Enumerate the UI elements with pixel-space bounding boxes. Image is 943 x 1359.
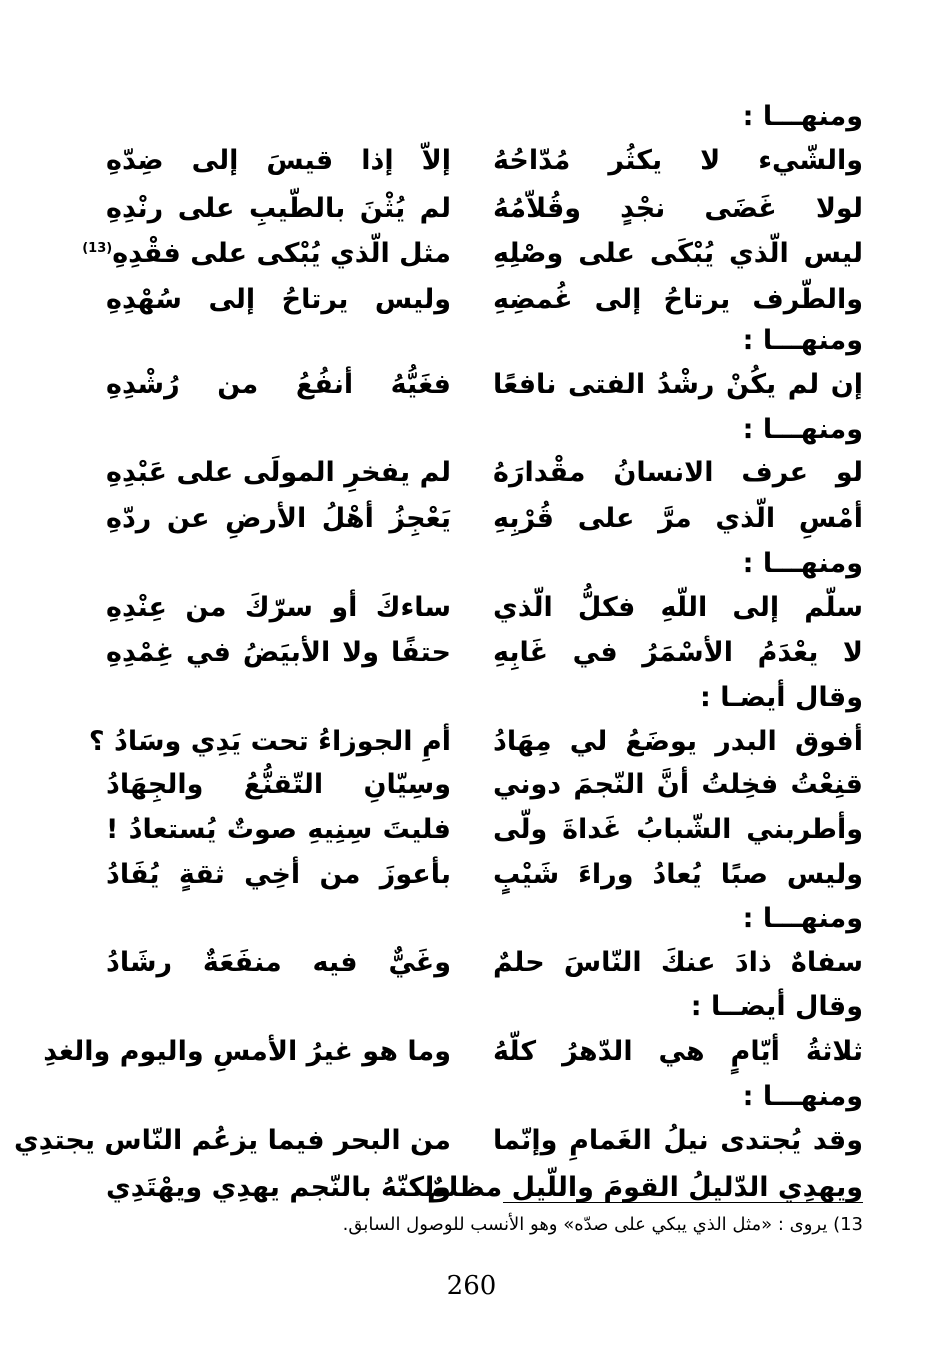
verse-first-hemistich: لولا غَضَى نجْدٍ وقُلاّمُهُ bbox=[493, 193, 863, 224]
section-heading: ومنهـــا : bbox=[742, 414, 863, 445]
verse-second-hemistich: فليتَ سِنِيهِ صوتٌ يُستعادُ ! bbox=[106, 814, 451, 845]
verse-second-hemistich: لم يُثْنَ بالطّيبِ على رنْدِهِ bbox=[106, 193, 451, 224]
verse-second-hemistich: يَعْجِزُ أهْلُ الأرضِ عن ردّهِ bbox=[106, 503, 451, 534]
verse-first-hemistich: وقد يُجتدى نيلُ الغَمامِ وإنّما bbox=[493, 1125, 863, 1156]
verse-first-hemistich: وأطربني الشّبابُ غَداةَ ولّى bbox=[493, 814, 863, 845]
footnote: 13) يروى : «مثل الذي يبكي على صدّه» وهو الأنسب للوصول السابق. bbox=[342, 1214, 863, 1235]
verse-second-hemistich: إلاّ إذا قيسَ إلى ضِدّهِ bbox=[106, 145, 451, 176]
footnote-separator bbox=[503, 1202, 863, 1203]
verse-first-hemistich: لو عرف الانسانُ مقْدارَهُ bbox=[493, 457, 863, 488]
page-number: 260 bbox=[446, 1271, 497, 1301]
section-heading: ومنهـــا : bbox=[742, 548, 863, 579]
verse-first-hemistich: سفاهٌ ذادَ عنكَ النّاسَ حلمٌ bbox=[493, 947, 863, 978]
section-heading: ومنهـــا : bbox=[742, 903, 863, 934]
verse-first-hemistich: ليس الّذي يُبْكَى على وصْلِهِ bbox=[493, 238, 863, 269]
verse-first-hemistich: سلّم إلى اللّهِ فكلُّ الّذي bbox=[493, 592, 863, 623]
section-heading: ومنهـــا : bbox=[742, 101, 863, 132]
verse-first-hemistich: إن لم يكُنْ رشْدُ الفتى نافعًا bbox=[493, 369, 863, 400]
section-heading: وقال أيضـا : bbox=[700, 682, 863, 713]
verse-second-hemistich: وسِيّانِ التّقنُّعُ والجِهَادُ bbox=[106, 769, 451, 800]
verse-second-hemistich: فغَيُّهُ أنفُعُ من رُشْدِهِ bbox=[106, 369, 451, 400]
verse-first-hemistich: ثلاثةُ أيّامٍ هي الدّهرُ كلّهُ bbox=[493, 1036, 863, 1067]
verse-second-hemistich: أمِ الجوزاءُ تحت يَدِي وسَادُ ؟ bbox=[88, 726, 451, 757]
verse-second-hemistich: حتفًا ولا الأبيَضُ في غِمْدِهِ bbox=[106, 637, 451, 668]
verse-second-hemistich: وليس يرتاحُ إلى سُهْدِهِ bbox=[106, 284, 451, 315]
verse-second-hemistich: ولكنّهُ بالنّجم يهدِي ويهْتَدِي bbox=[106, 1172, 451, 1203]
verse-second-hemistich: وما هو غيرُ الأمسِ واليوم والغدِ bbox=[43, 1036, 451, 1067]
verse-second-hemistich: مثل الّذي يُبْكى على فقْدِهِ$^{(13)}$ bbox=[82, 238, 451, 269]
section-heading: ومنهـــا : bbox=[742, 325, 863, 356]
verse-second-hemistich: وغَيٌّ فيه منفَعَةٌ رشَادُ bbox=[106, 947, 451, 978]
verse-second-hemistich: ساءكَ أو سرّكَ من عِنْدِهِ bbox=[106, 592, 451, 623]
verse-second-hemistich: لم يفخرِ المولَى على عَبْدِهِ bbox=[106, 457, 451, 488]
verse-first-hemistich: ويهدِي الدّليلُ القومَ واللّيل مظلمٌ bbox=[426, 1172, 863, 1203]
verse-second-hemistich: بأعوزَ من أخِي ثقةٍ يُفَادُ bbox=[106, 859, 451, 890]
verse-first-hemistich: لا يعْدَمُ الأسْمَرُ في غَابِهِ bbox=[493, 637, 863, 668]
verse-first-hemistich: والطّرف يرتاحُ إلى غُمضِهِ bbox=[493, 284, 863, 315]
verse-first-hemistich: أمْسِ الّذي مرَّ على قُرْبِهِ bbox=[493, 503, 863, 534]
verse-first-hemistich: قنِعْتُ فخِلتُ أنَّ النّجمَ دوني bbox=[493, 769, 863, 800]
section-heading: وقال أيضــا : bbox=[690, 991, 863, 1022]
verse-first-hemistich: أفوق البدر يوضَعُ لي مِهَادُ bbox=[493, 726, 863, 757]
footnote-marker: (13) bbox=[82, 241, 113, 256]
verse-second-hemistich: من البحر فيما يزعُم النّاس يجتدِي bbox=[14, 1125, 451, 1156]
verse-first-hemistich: والشّيء لا يكثُر مُدّاحُهُ bbox=[493, 145, 863, 176]
section-heading: ومنهـــا : bbox=[742, 1081, 863, 1112]
verse-first-hemistich: وليس صبًا يُعادُ وراءَ شَيْبٍ bbox=[493, 859, 863, 890]
